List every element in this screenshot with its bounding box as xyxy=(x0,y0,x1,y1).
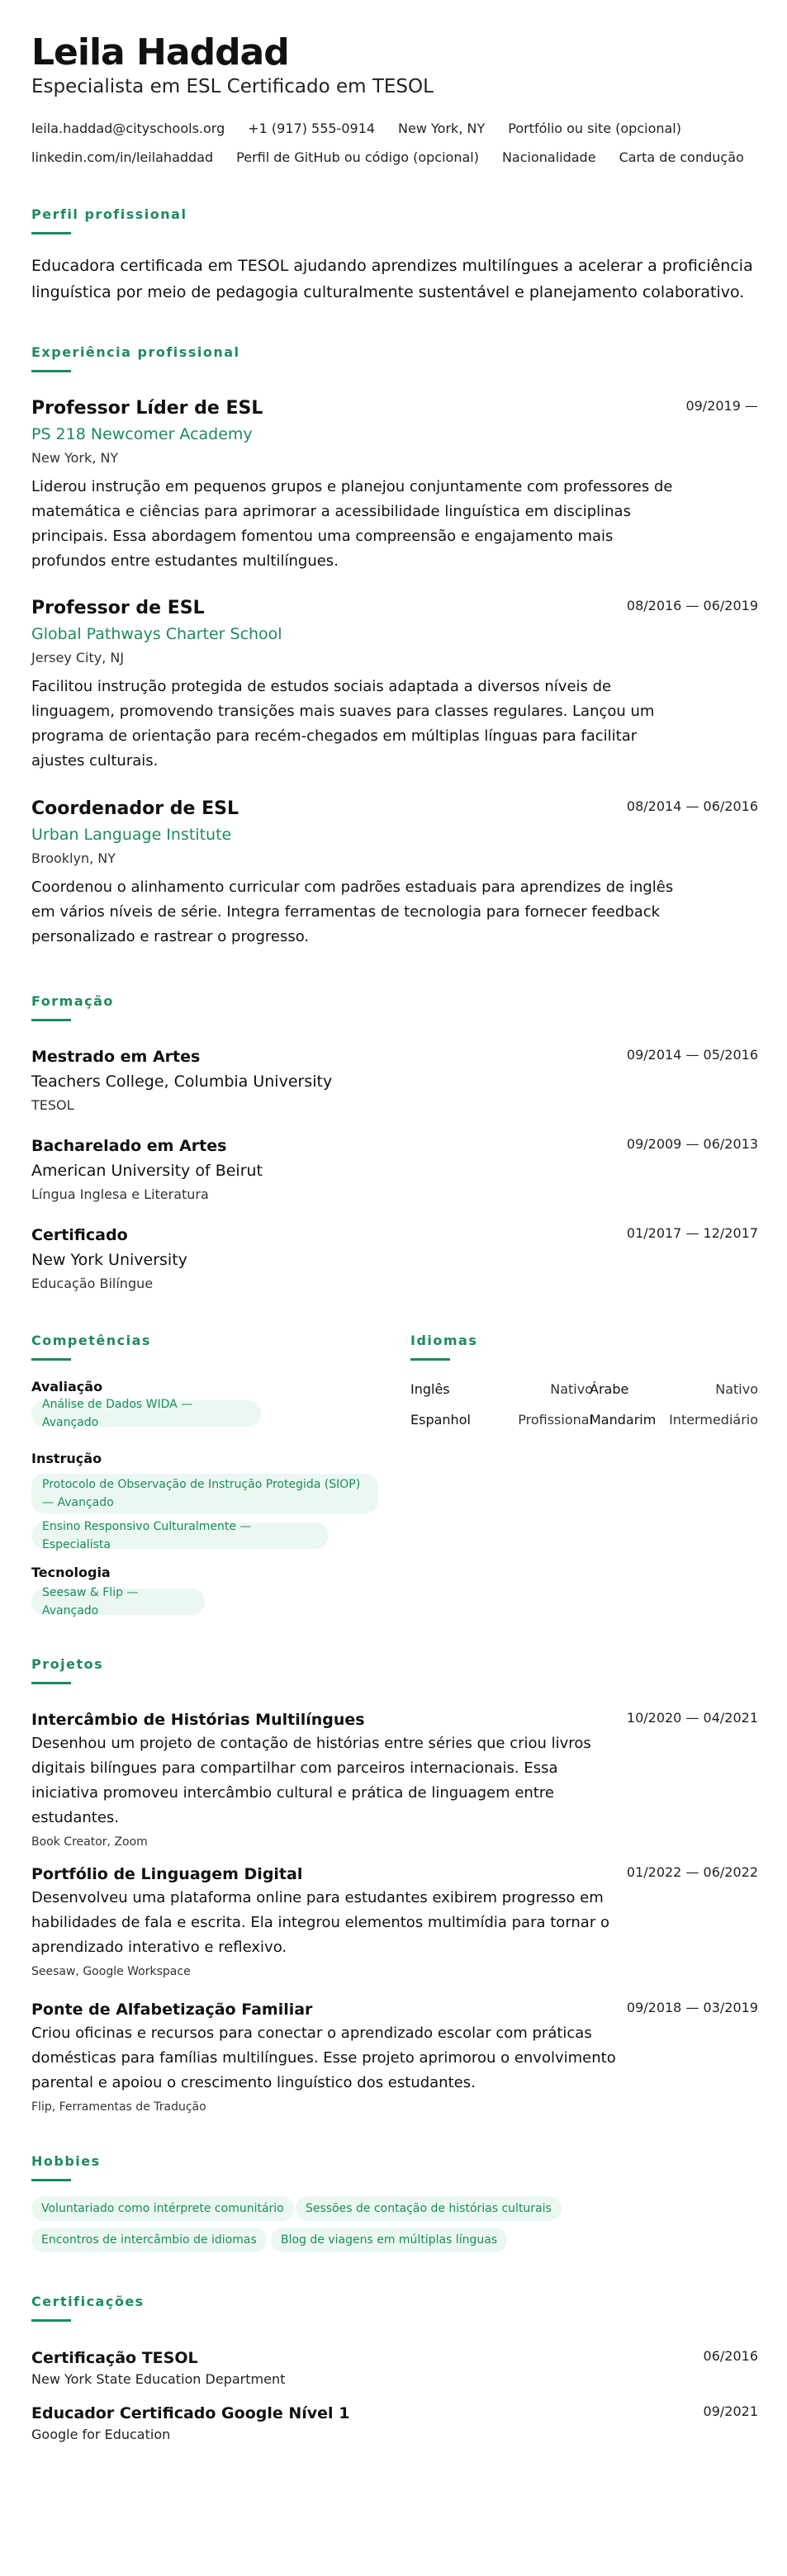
section-title-projects: Projetos xyxy=(31,1656,104,1672)
job-location: New York, NY xyxy=(31,450,119,466)
skill-chip: Protocolo de Observação de Instrução Protegida (SIOP) — Avançado xyxy=(31,1474,378,1513)
education-degree: Bacharelado em Artes xyxy=(31,1137,227,1155)
certification-title: Educador Certificado Google Nível 1 xyxy=(31,2404,350,2422)
job-role: Coordenador de ESL xyxy=(31,798,239,819)
experience-entry xyxy=(31,797,758,949)
candidate-tagline: Especialista em ESL Certificado em TESOL xyxy=(31,76,434,97)
section-title-education: Formação xyxy=(31,993,114,1009)
education-field: Língua Inglesa e Literatura xyxy=(31,1186,209,1202)
language-name: Espanhol xyxy=(410,1412,471,1428)
education-entry xyxy=(31,1134,758,1205)
education-field: Educação Bilíngue xyxy=(31,1276,154,1291)
contact-github[interactable]: Perfil de GitHub ou código (opcional) xyxy=(236,149,479,165)
contact-email[interactable]: leila.haddad@cityschools.org xyxy=(31,121,225,136)
certification-issuer: Google for Education xyxy=(31,2427,171,2442)
language-level: Nativo xyxy=(715,1381,758,1397)
section-rule xyxy=(31,1358,71,1361)
contact-row xyxy=(31,121,681,136)
education-entry xyxy=(31,1224,758,1295)
hobby-chip: Blog de viagens em múltiplas línguas xyxy=(271,2228,507,2252)
language-level: Intermediário xyxy=(669,1412,758,1428)
language-name: Árabe xyxy=(590,1381,629,1397)
candidate-name: Leila Haddad xyxy=(31,31,289,73)
contact-location: New York, NY xyxy=(398,121,486,136)
education-school: New York University xyxy=(31,1251,187,1269)
job-location: Jersey City, NJ xyxy=(31,650,125,665)
contact-driving-license: Carta de condução xyxy=(619,149,744,165)
education-field: TESOL xyxy=(31,1097,74,1113)
contact-nationality: Nacionalidade xyxy=(501,149,596,165)
job-description: Facilitou instrução protegida de estudos sociais adaptada a diversos níveis de linguagem, promovendo transições mais suaves para classes regulares. Lançou um programa de orientação para recém-chegados em múltiplas línguas para facilitar ajustes culturais. xyxy=(31,678,655,769)
language-name: Inglês xyxy=(410,1381,450,1397)
education-degree: Mestrado em Artes xyxy=(31,1048,201,1066)
education-dates: 09/2009 — 06/2013 xyxy=(626,1136,758,1152)
skill-group-title: Instrução xyxy=(31,1451,102,1466)
section-title-certifications: Certificações xyxy=(31,2294,145,2309)
skill-chip: Análise de Dados WIDA — Avançado xyxy=(31,1400,261,1427)
job-location: Brooklyn, NY xyxy=(31,850,116,866)
job-dates: 08/2016 — 06/2019 xyxy=(626,598,758,613)
project-entry xyxy=(31,1708,758,1852)
certification-entry xyxy=(31,2346,758,2389)
education-dates: 09/2014 — 05/2016 xyxy=(626,1047,758,1063)
hobby-chip: Voluntariado como intérprete comunitário xyxy=(31,2196,294,2221)
contact-row xyxy=(31,149,744,165)
experience-entry xyxy=(31,396,758,574)
section-rule xyxy=(31,1019,71,1021)
project-tech: Book Creator, Zoom xyxy=(31,1835,148,1849)
section-title-profile: Perfil profissional xyxy=(31,206,187,222)
education-degree: Certificado xyxy=(31,1226,128,1244)
job-dates: 09/2019 — xyxy=(685,398,758,414)
skill-group-title: Tecnologia xyxy=(31,1565,111,1580)
language-level: Profissional xyxy=(518,1412,593,1428)
project-entry xyxy=(31,1863,758,1982)
job-role: Professor Líder de ESL xyxy=(31,398,263,419)
job-description: Coordenou o alinhamento curricular com padrões estaduais para aprendizes de inglês em vários níveis de série. Integra ferramentas de tecnologia para fornecer feedback personalizado e rastrear o progresso. xyxy=(31,878,674,945)
section-rule xyxy=(31,2319,71,2322)
hobby-chip: Sessões de contação de histórias culturais xyxy=(296,2196,562,2221)
job-organization: PS 218 Newcomer Academy xyxy=(31,425,253,443)
language-level: Nativo xyxy=(550,1381,593,1397)
contact-linkedin[interactable]: linkedin.com/in/leilahaddad xyxy=(31,149,214,165)
job-description: Liderou instrução em pequenos grupos e planejou conjuntamente com professores de matemática e ciências para aprimorar a acessibilidade linguística em disciplinas principais. Essa abordagem fomentou uma compreensão e engajamento mais profundos entre estudantes multilíngues. xyxy=(31,478,673,570)
resume-page xyxy=(31,0,758,2576)
project-entry xyxy=(31,1998,758,2117)
certification-date: 09/2021 xyxy=(703,2403,758,2419)
job-role: Professor de ESL xyxy=(31,598,205,618)
education-entry xyxy=(31,1045,758,1116)
experience-entry xyxy=(31,596,758,774)
education-school: Teachers College, Columbia University xyxy=(31,1073,333,1091)
section-title-skills: Competências xyxy=(31,1333,151,1348)
project-tech: Seesaw, Google Workspace xyxy=(31,1965,191,1978)
section-rule xyxy=(31,232,71,234)
section-rule xyxy=(31,1682,71,1684)
project-description: Criou oficinas e recursos para conectar o aprendizado escolar com práticas domésticas para famílias multilíngues. Esse projeto aprimorou o envolvimento parental e apoiou o crescimento linguístico dos estudantes. xyxy=(31,2024,616,2091)
certification-issuer: New York State Education Department xyxy=(31,2371,286,2387)
section-title-experience: Experiência profissional xyxy=(31,344,240,360)
section-rule xyxy=(31,2179,71,2181)
job-organization: Urban Language Institute xyxy=(31,826,232,844)
project-title: Intercâmbio de Histórias Multilíngues xyxy=(31,1711,365,1729)
section-rule xyxy=(31,370,71,372)
skill-chip: Seesaw & Flip — Avançado xyxy=(31,1589,205,1615)
skill-chip: Ensino Responsivo Culturalmente — Especialista xyxy=(31,1522,329,1549)
section-title-languages: Idiomas xyxy=(410,1333,478,1348)
section-rule xyxy=(410,1358,450,1361)
profile-summary: Educadora certificada em TESOL ajudando aprendizes multilíngues a acelerar a proficiência linguística por meio de pedagogia culturalmente sustentável e planejamento colaborativo. xyxy=(31,257,753,301)
hobby-chip: Encontros de intercâmbio de idiomas xyxy=(31,2228,267,2252)
job-organization: Global Pathways Charter School xyxy=(31,625,282,643)
project-description: Desenhou um projeto de contação de histórias entre séries que criou livros digitais bilíngues para compartilhar com parceiros internacionais. Essa iniciativa promoveu intercâmbio cultural e prática de linguagem entre estudantes. xyxy=(31,1735,591,1826)
skill-group-title: Avaliação xyxy=(31,1379,103,1395)
project-title: Portfólio de Linguagem Digital xyxy=(31,1865,303,1883)
education-dates: 01/2017 — 12/2017 xyxy=(626,1225,758,1241)
project-title: Ponte de Alfabetização Familiar xyxy=(31,2001,313,2019)
project-description: Desenvolveu uma plataforma online para estudantes exibirem progresso em habilidades de fala e escrita. Ela integrou elementos multimídia para tornar o aprendizado interativo e reflexivo. xyxy=(31,1889,609,1956)
certification-entry xyxy=(31,2402,758,2445)
job-dates: 08/2014 — 06/2016 xyxy=(626,798,758,814)
project-dates: 09/2018 — 03/2019 xyxy=(626,2000,758,2015)
certification-date: 06/2016 xyxy=(703,2348,758,2364)
language-name: Mandarim xyxy=(590,1412,657,1428)
project-dates: 10/2020 — 04/2021 xyxy=(626,1710,758,1726)
certification-title: Certificação TESOL xyxy=(31,2349,198,2367)
education-school: American University of Beirut xyxy=(31,1162,263,1180)
contact-phone[interactable]: +1 (917) 555-0914 xyxy=(248,121,376,136)
project-dates: 01/2022 — 06/2022 xyxy=(626,1864,758,1880)
contact-portfolio[interactable]: Portfólio ou site (opcional) xyxy=(508,121,681,136)
project-tech: Flip, Ferramentas de Tradução xyxy=(31,2100,206,2114)
section-title-hobbies: Hobbies xyxy=(31,2153,101,2169)
